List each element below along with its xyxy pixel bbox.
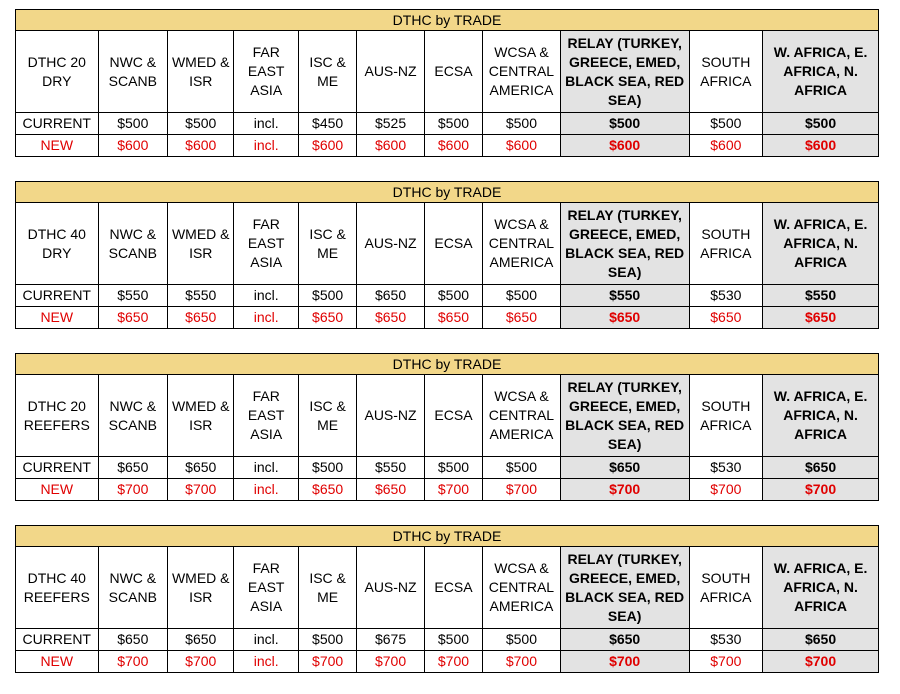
column-header: W. AFRICA, E. AFRICA, N. AFRICA [763, 203, 879, 285]
rate-cell: $650 [560, 307, 689, 329]
rate-cell: $600 [763, 135, 879, 157]
rate-cell: $650 [560, 457, 689, 479]
column-header: WCSA & CENTRAL AMERICA [483, 547, 561, 629]
container-type-label: DTHC 40 DRY [16, 203, 99, 285]
rate-cell: $530 [689, 457, 763, 479]
rate-cell: $500 [483, 285, 561, 307]
column-header: WMED & ISR [168, 31, 234, 113]
rate-table-4 [15, 525, 879, 673]
rate-cell: $530 [689, 629, 763, 651]
column-header: W. AFRICA, E. AFRICA, N. AFRICA [763, 547, 879, 629]
rate-cell: $500 [483, 457, 561, 479]
column-header: NWC & SCANB [98, 375, 167, 457]
rate-cell: $650 [98, 457, 167, 479]
rate-cell: $650 [763, 307, 879, 329]
rate-cell: $600 [357, 135, 424, 157]
column-header: AUS-NZ [357, 203, 424, 285]
rate-cell: incl. [234, 479, 298, 501]
rate-cell: $650 [357, 307, 424, 329]
rate-cell: $650 [560, 629, 689, 651]
rate-cell: $650 [357, 285, 424, 307]
rate-cell: $500 [424, 113, 482, 135]
rate-cell: $700 [357, 651, 424, 673]
column-header: ISC & ME [298, 547, 356, 629]
column-header: FAR EAST ASIA [234, 375, 298, 457]
rate-cell: $650 [168, 307, 234, 329]
rate-cell: $700 [483, 479, 561, 501]
row-label: CURRENT [16, 113, 99, 135]
rate-cell: $600 [483, 135, 561, 157]
column-header: FAR EAST ASIA [234, 203, 298, 285]
column-header: ECSA [424, 547, 482, 629]
rate-cell: $700 [98, 651, 167, 673]
column-header: AUS-NZ [357, 547, 424, 629]
rate-cell: $700 [560, 651, 689, 673]
rate-cell: $550 [357, 457, 424, 479]
rate-cell: incl. [234, 135, 298, 157]
rate-cell: $700 [424, 651, 482, 673]
rate-cell: $500 [483, 629, 561, 651]
current-rate-row [16, 285, 879, 307]
rate-cell: incl. [234, 457, 298, 479]
rate-cell: $550 [168, 285, 234, 307]
rate-cell: incl. [234, 651, 298, 673]
rate-cell: $500 [424, 629, 482, 651]
column-header: ISC & ME [298, 375, 356, 457]
rate-cell: $675 [357, 629, 424, 651]
column-header: WCSA & CENTRAL AMERICA [483, 203, 561, 285]
rate-cell: $650 [357, 479, 424, 501]
rate-cell: $650 [689, 307, 763, 329]
rate-cell: $500 [298, 457, 356, 479]
rate-cell: $600 [168, 135, 234, 157]
rate-cell: $650 [763, 457, 879, 479]
current-rate-row [16, 457, 879, 479]
rate-cell: $600 [560, 135, 689, 157]
column-header: SOUTH AFRICA [689, 547, 763, 629]
rate-cell: $700 [168, 479, 234, 501]
column-header: WMED & ISR [168, 375, 234, 457]
current-rate-row [16, 113, 879, 135]
column-header: WMED & ISR [168, 203, 234, 285]
rate-cell: $550 [763, 285, 879, 307]
new-rate-row [16, 651, 879, 673]
rate-cell: $450 [298, 113, 356, 135]
trade-banner: DTHC by TRADE [16, 182, 879, 203]
rate-cell: $500 [98, 113, 167, 135]
row-label: CURRENT [16, 285, 99, 307]
column-header: AUS-NZ [357, 375, 424, 457]
rate-cell: $650 [168, 457, 234, 479]
column-header: NWC & SCANB [98, 203, 167, 285]
column-header: RELAY (TURKEY, GREECE, EMED, BLACK SEA, RED SEA) [560, 203, 689, 285]
column-header: ISC & ME [298, 203, 356, 285]
column-header: ECSA [424, 375, 482, 457]
column-header: SOUTH AFRICA [689, 31, 763, 113]
row-label: NEW [16, 651, 99, 673]
rate-cell: $500 [168, 113, 234, 135]
column-header: ECSA [424, 203, 482, 285]
rate-cell: $600 [298, 135, 356, 157]
rate-cell: $500 [763, 113, 879, 135]
rate-cell: $550 [98, 285, 167, 307]
rate-cell: $700 [424, 479, 482, 501]
rate-cell: incl. [234, 285, 298, 307]
column-header: FAR EAST ASIA [234, 31, 298, 113]
rate-cell: $650 [98, 629, 167, 651]
row-label: NEW [16, 479, 99, 501]
row-label: CURRENT [16, 457, 99, 479]
column-header: RELAY (TURKEY, GREECE, EMED, BLACK SEA, RED SEA) [560, 31, 689, 113]
rate-cell: $700 [763, 479, 879, 501]
rate-cell: $700 [689, 479, 763, 501]
rate-cell: $500 [424, 285, 482, 307]
rate-cell: $500 [560, 113, 689, 135]
new-rate-row [16, 135, 879, 157]
rate-cell: $700 [98, 479, 167, 501]
container-type-label: DTHC 40 REEFERS [16, 547, 99, 629]
column-header: RELAY (TURKEY, GREECE, EMED, BLACK SEA, RED SEA) [560, 547, 689, 629]
rate-cell: $700 [689, 651, 763, 673]
rate-cell: $700 [298, 651, 356, 673]
column-header: SOUTH AFRICA [689, 203, 763, 285]
rate-cell: $500 [424, 457, 482, 479]
rate-cell: $700 [483, 651, 561, 673]
current-rate-row [16, 629, 879, 651]
rate-cell: $650 [298, 307, 356, 329]
column-header: W. AFRICA, E. AFRICA, N. AFRICA [763, 375, 879, 457]
rate-cell: $500 [483, 113, 561, 135]
new-rate-row [16, 307, 879, 329]
column-header: RELAY (TURKEY, GREECE, EMED, BLACK SEA, RED SEA) [560, 375, 689, 457]
column-header: WMED & ISR [168, 547, 234, 629]
rate-cell: $650 [298, 479, 356, 501]
rate-cell: $600 [689, 135, 763, 157]
rate-cell: $500 [298, 285, 356, 307]
rate-cell: incl. [234, 307, 298, 329]
trade-banner: DTHC by TRADE [16, 526, 879, 547]
rate-cell: $600 [98, 135, 167, 157]
rate-cell: $650 [98, 307, 167, 329]
rate-table-1 [15, 9, 879, 157]
rate-table-3 [15, 353, 879, 501]
rate-cell: $530 [689, 285, 763, 307]
column-header: SOUTH AFRICA [689, 375, 763, 457]
rate-table-2 [15, 181, 879, 329]
column-header: WCSA & CENTRAL AMERICA [483, 375, 561, 457]
column-header: WCSA & CENTRAL AMERICA [483, 31, 561, 113]
rate-cell: $525 [357, 113, 424, 135]
rate-cell: $650 [424, 307, 482, 329]
column-header: NWC & SCANB [98, 547, 167, 629]
container-type-label: DTHC 20 REEFERS [16, 375, 99, 457]
column-header: NWC & SCANB [98, 31, 167, 113]
column-header: W. AFRICA, E. AFRICA, N. AFRICA [763, 31, 879, 113]
column-header: AUS-NZ [357, 31, 424, 113]
column-header: ISC & ME [298, 31, 356, 113]
rate-cell: incl. [234, 113, 298, 135]
rate-cell: $650 [168, 629, 234, 651]
new-rate-row [16, 479, 879, 501]
trade-banner: DTHC by TRADE [16, 354, 879, 375]
rate-cell: $650 [763, 629, 879, 651]
trade-banner: DTHC by TRADE [16, 10, 879, 31]
rate-cell: $600 [424, 135, 482, 157]
container-type-label: DTHC 20 DRY [16, 31, 99, 113]
row-label: NEW [16, 307, 99, 329]
rate-cell: $700 [168, 651, 234, 673]
row-label: CURRENT [16, 629, 99, 651]
rate-cell: $700 [560, 479, 689, 501]
rate-cell: $650 [483, 307, 561, 329]
column-header: FAR EAST ASIA [234, 547, 298, 629]
column-header: ECSA [424, 31, 482, 113]
rate-cell: $500 [689, 113, 763, 135]
rate-cell: $700 [763, 651, 879, 673]
rate-cell: $550 [560, 285, 689, 307]
rate-cell: $500 [298, 629, 356, 651]
row-label: NEW [16, 135, 99, 157]
rate-cell: incl. [234, 629, 298, 651]
